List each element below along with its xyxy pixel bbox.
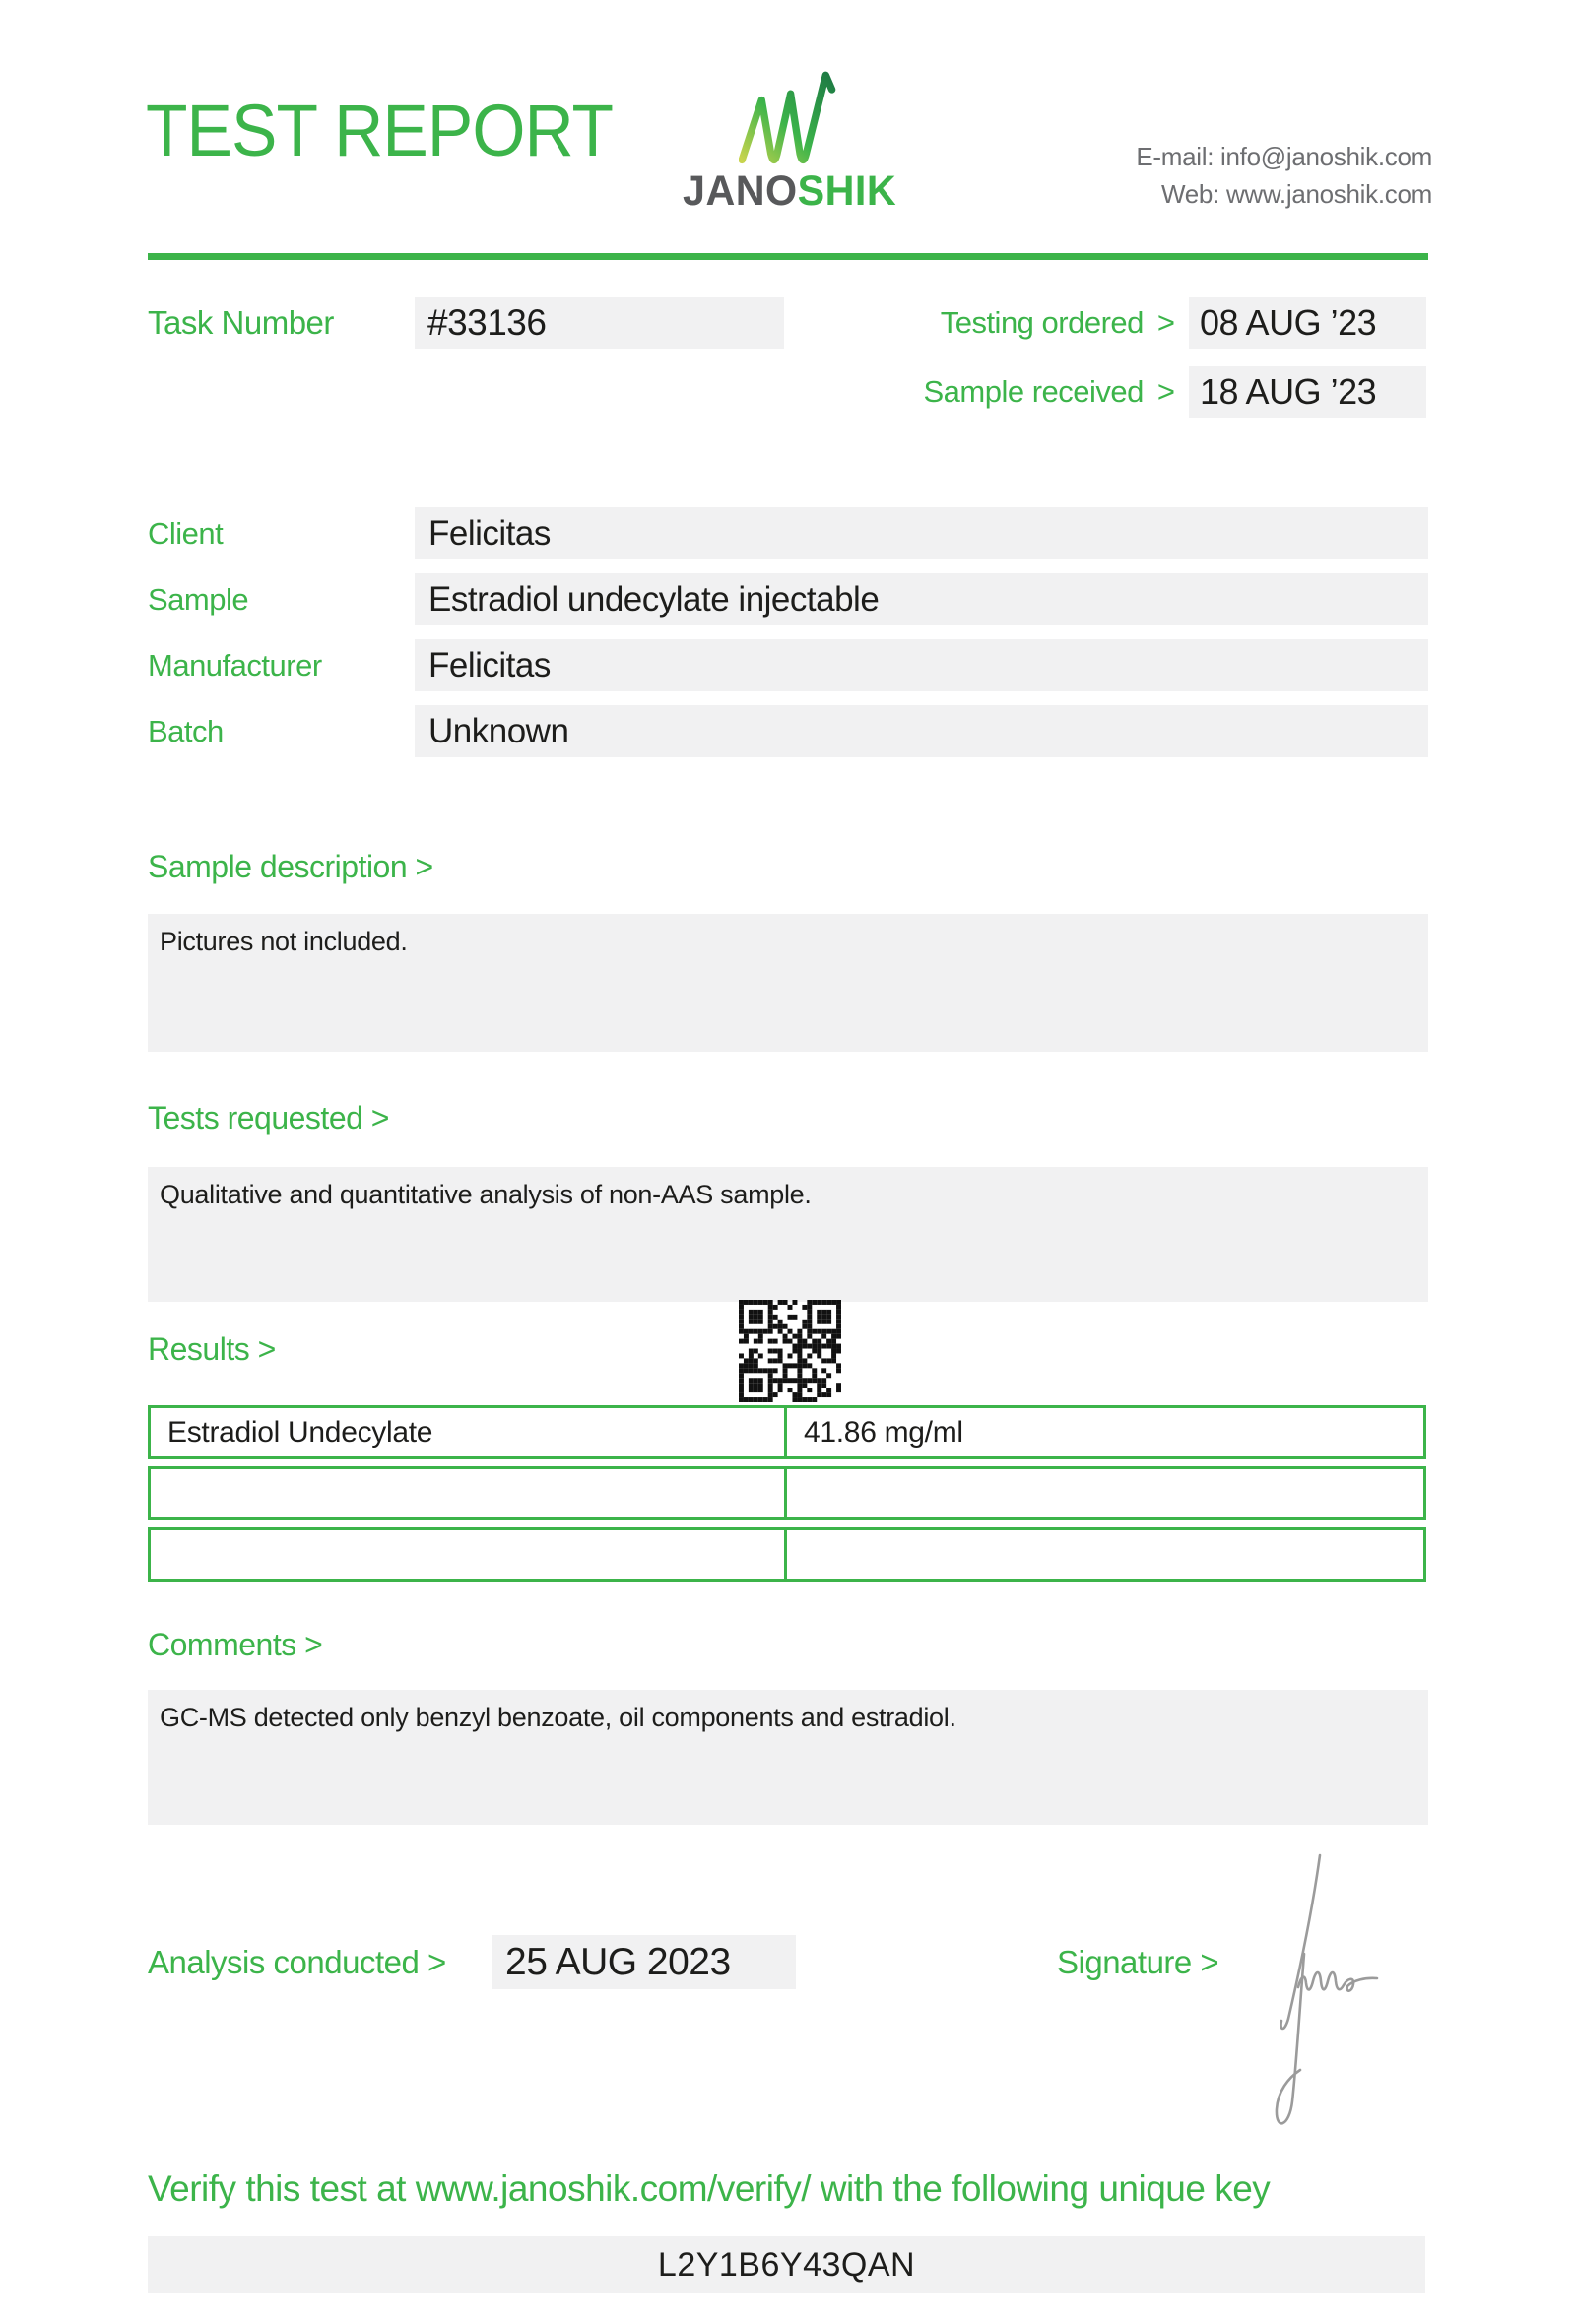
results-heading: Results > (148, 1331, 276, 1367)
testing-ordered-label: Testing ordered (940, 305, 1144, 340)
sample-label: Sample (148, 582, 249, 616)
batch-label: Batch (148, 714, 224, 748)
result-name (151, 1530, 787, 1579)
tests-requested-box: Qualitative and quantitative analysis of non-AAS sample. (148, 1167, 1428, 1302)
contact-email: E-mail: info@janoshik.com (1136, 142, 1432, 171)
verify-instruction: Verify this test at www.janoshik.com/verify/ with the following unique key (148, 2168, 1271, 2209)
table-row (148, 1405, 1426, 1459)
task-number-value: #33136 (415, 297, 784, 349)
sample-value: Estradiol undecylate injectable (415, 573, 1428, 625)
logo-text-right: SHIK (797, 167, 897, 215)
sample-description-box: Pictures not included. (148, 914, 1428, 1052)
task-number-label: Task Number (148, 304, 334, 341)
contact-web: Web: www.janoshik.com (1161, 179, 1432, 209)
result-value (787, 1530, 1423, 1579)
sample-received-label: Sample received (923, 374, 1144, 409)
contact-block (1136, 138, 1432, 213)
sample-received-date: 18 AUG ’23 (1189, 366, 1426, 418)
logo-text-left: JANO (683, 167, 798, 215)
manufacturer-value: Felicitas (415, 639, 1428, 691)
result-value (787, 1469, 1423, 1517)
page-title: TEST REPORT (146, 90, 614, 171)
analysis-conducted-label: Analysis conducted > (148, 1944, 446, 1980)
tests-requested-heading: Tests requested > (148, 1100, 389, 1135)
qr-code (739, 1300, 841, 1407)
header-divider (148, 253, 1428, 260)
sample-received-row (923, 366, 1426, 418)
testing-ordered-row (941, 297, 1426, 349)
table-row (148, 1466, 1426, 1520)
analysis-conducted-date: 25 AUG 2023 (492, 1935, 796, 1989)
comments-heading: Comments > (148, 1627, 323, 1662)
client-value: Felicitas (415, 507, 1428, 559)
table-row (148, 1527, 1426, 1582)
janoshik-logo-icon (739, 69, 837, 177)
signature-image (1269, 1838, 1426, 2158)
results-table (148, 1405, 1426, 1588)
result-name (151, 1469, 787, 1517)
testing-ordered-date: 08 AUG ’23 (1189, 297, 1426, 349)
manufacturer-label: Manufacturer (148, 648, 322, 682)
result-value: 41.86 mg/ml (804, 1415, 963, 1449)
comments-box: GC-MS detected only benzyl benzoate, oil components and estradiol. (148, 1690, 1428, 1825)
sample-description-heading: Sample description > (148, 849, 433, 884)
testing-ordered-arrow: > (1156, 305, 1175, 340)
sample-received-arrow: > (1156, 374, 1175, 409)
result-name: Estradiol Undecylate (151, 1408, 787, 1456)
verify-key: L2Y1B6Y43QAN (148, 2236, 1425, 2293)
signature-label: Signature > (1057, 1944, 1219, 1980)
batch-value: Unknown (415, 705, 1428, 757)
client-label: Client (148, 516, 224, 550)
janoshik-logo-text (683, 167, 897, 216)
